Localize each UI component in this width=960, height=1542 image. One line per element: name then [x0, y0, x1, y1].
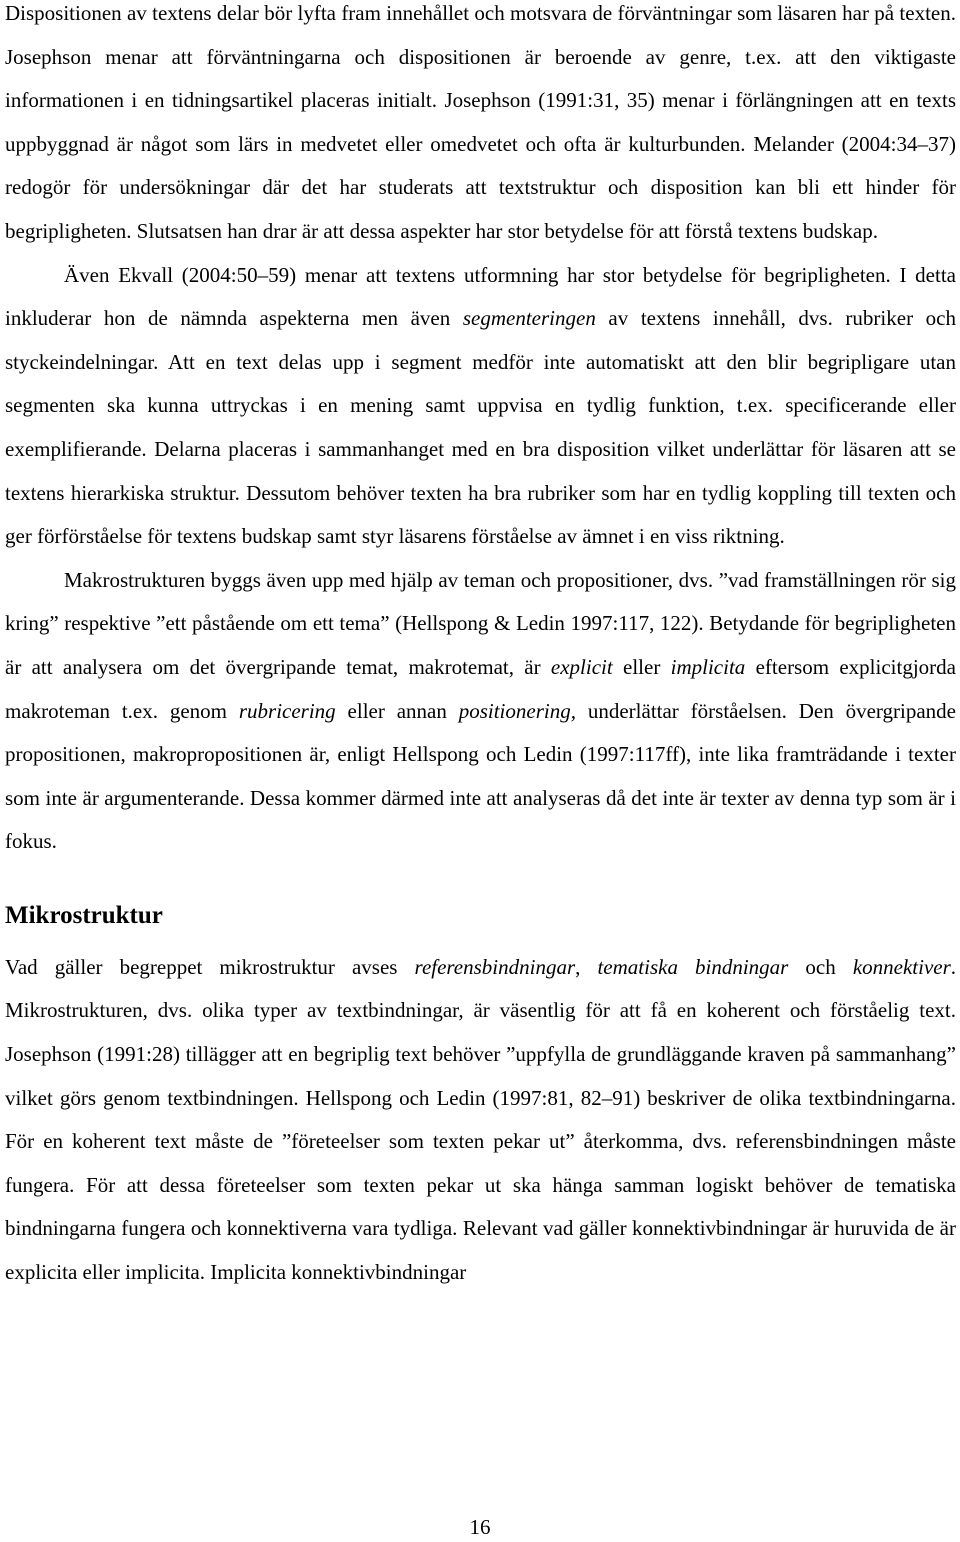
italic-term: konnektiver — [852, 954, 951, 979]
paragraph-mikrostruktur — [5, 946, 956, 1295]
text-run: underlättar förståelsen. Den övergripande propositionen, makropropositionen är, enligt Hellspong och Ledin (1997:117ff), inte lika framträdande i texter som inte är argumenterande. Dessa kommer därmed inte att analyseras då det inte är texter av denna typ som är i fokus. — [5, 698, 956, 854]
italic-term: referensbindningar — [414, 954, 576, 979]
text-run: Dispositionen av textens delar bör lyfta fram innehållet och motsvara de förväntningar som läsaren har på texten. Josephson menar att förväntningarna och dispositionen är beroende av genre, t.ex. att den viktigaste informationen i en tidningsartikel placeras initialt. Josephson (1991:31, 35) menar i förlängningen att en texts uppbyggnad är något som lärs in medvetet eller omedvetet och ofta är kulturbunden. Melander (2004:34‒37) redogör för undersökningar där det har studerats att textstruktur och disposition kan bli ett hinder för begripligheten. Slutsatsen han drar är att dessa aspekter har stor betydelse för att förstå textens budskap. — [5, 1, 956, 243]
text-run: Vad gäller begreppet mikrostruktur avses — [5, 954, 415, 979]
italic-term: positionering, — [458, 698, 576, 723]
text-run: , — [575, 954, 598, 979]
text-run: Makrostrukturen byggs även upp med hjälp av teman och propositioner, dvs. ”vad framställningen rör sig kring” respektive ”ett påstående om ett tema” (Hellspong & Ledin 1997:117, 122). Betydande för begripligheten är att analysera om det övergripande temat, makrotemat, är — [5, 567, 956, 679]
section-heading: Mikrostruktur — [5, 901, 163, 929]
italic-term: tematiska bindningar — [597, 954, 789, 979]
text-run: eftersom explicitgjorda makroteman t.ex. genom — [5, 654, 956, 723]
italic-term: explicit — [550, 654, 613, 679]
page-number: 16 — [469, 1515, 491, 1539]
paragraph-disposition — [5, 0, 956, 254]
italic-term: rubricering — [238, 698, 336, 723]
document-page — [5, 0, 956, 1295]
italic-term: implicita — [670, 654, 746, 679]
paragraph-makrostruktur — [5, 559, 956, 864]
text-run: eller annan — [335, 698, 459, 723]
text-run: av textens innehåll, dvs. rubriker och styckeindelningar. Att en text delas upp i segment medför inte automatiskt att den blir begripligare utan segmenten ska kunna uttryckas i en mening samt uppvisa en tydlig funktion, t.ex. specificerande eller exemplifierande. Delarna placeras i sammanhanget med en bra disposition vilket underlättar för läsaren att se textens hierarkiska struktur. Dessutom behöver texten ha bra rubriker som har en tydlig koppling till texten och ger förförståelse för textens budskap samt styr läsarens förståelse av ämnet i en viss riktning. — [5, 306, 956, 549]
italic-term: segmenteringen — [462, 306, 596, 331]
text-run: eller — [612, 654, 671, 679]
paragraph-ekvall — [5, 254, 956, 559]
text-run: och — [788, 954, 853, 979]
text-run: . Mikrostrukturen, dvs. olika typer av textbindningar, är väsentlig för att få en koherent och förståelig text. Josephson (1991:28) tillägger att en begriplig text behöver ”uppfylla de grundläggande kraven på sammanhang” vilket görs genom textbindningen. Hellspong och Ledin (1997:81, 82‒91) beskriver de olika textbindningarna. För en koherent text måste de ”företeelser som texten pekar ut” återkomma, dvs. referensbindningen måste fungera. För att dessa företeelser som texten pekar ut ska hänga samman logiskt behöver de tematiska bindningarna fungera och konnektiverna vara tydliga. Relevant vad gäller konnektivbindningar är huruvida de är explicita eller implicita. Implicita konnektivbindningar — [5, 954, 957, 1285]
text-run: Även Ekvall (2004:50‒59) menar att textens utformning har stor betydelse för begripligheten. I detta inkluderar hon de nämnda aspekterna men även — [5, 262, 956, 331]
